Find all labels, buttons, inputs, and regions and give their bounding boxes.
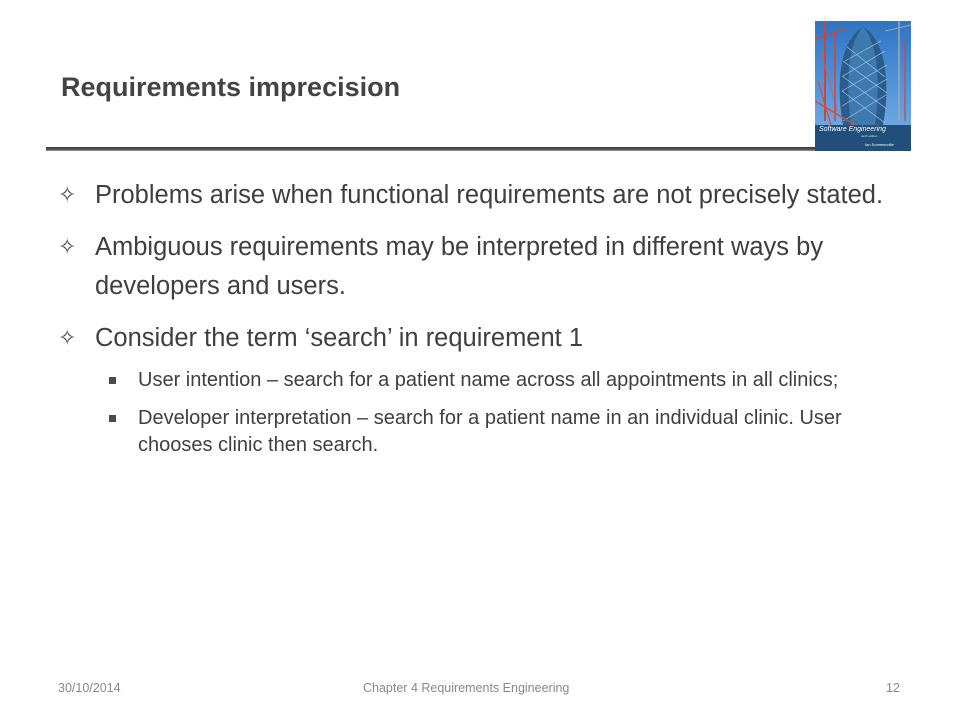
bullet-item <box>58 319 898 358</box>
star-bullet-icon: ✧ <box>58 183 77 208</box>
cover-edition: tenth edition <box>861 134 878 138</box>
cover-title: Software Engineering <box>819 126 886 133</box>
footer-date: 30/10/2014 <box>58 681 121 695</box>
square-bullet-icon <box>109 415 116 422</box>
sub-bullet-item <box>107 367 898 394</box>
star-bullet-icon: ✧ <box>58 326 77 351</box>
cover-author: Ian Sommerville <box>865 142 894 147</box>
bullet-text: Consider the term ‘search’ in requirement 1 <box>95 324 584 352</box>
sub-bullet-text: Developer interpretation – search for a patient name in an individual clinic. User chooses clinic then search. <box>138 407 842 456</box>
footer-page-number: 12 <box>886 681 900 695</box>
book-cover-image <box>815 21 911 151</box>
title-divider <box>46 147 815 151</box>
slide-title: Requirements imprecision <box>61 72 401 102</box>
footer-chapter: Chapter 4 Requirements Engineering <box>363 681 570 695</box>
bullet-text: Problems arise when functional requirements are not precisely stated. <box>95 181 884 209</box>
bullet-list <box>58 176 898 470</box>
bullet-item <box>58 176 898 215</box>
bullet-item <box>58 228 898 306</box>
sub-bullet-item <box>107 405 898 459</box>
star-bullet-icon: ✧ <box>58 235 77 260</box>
sub-bullet-text: User intention – search for a patient name across all appointments in all clinics; <box>138 369 839 391</box>
square-bullet-icon <box>109 377 116 384</box>
bullet-text: Ambiguous requirements may be interpreted in different ways by developers and users. <box>95 233 824 300</box>
